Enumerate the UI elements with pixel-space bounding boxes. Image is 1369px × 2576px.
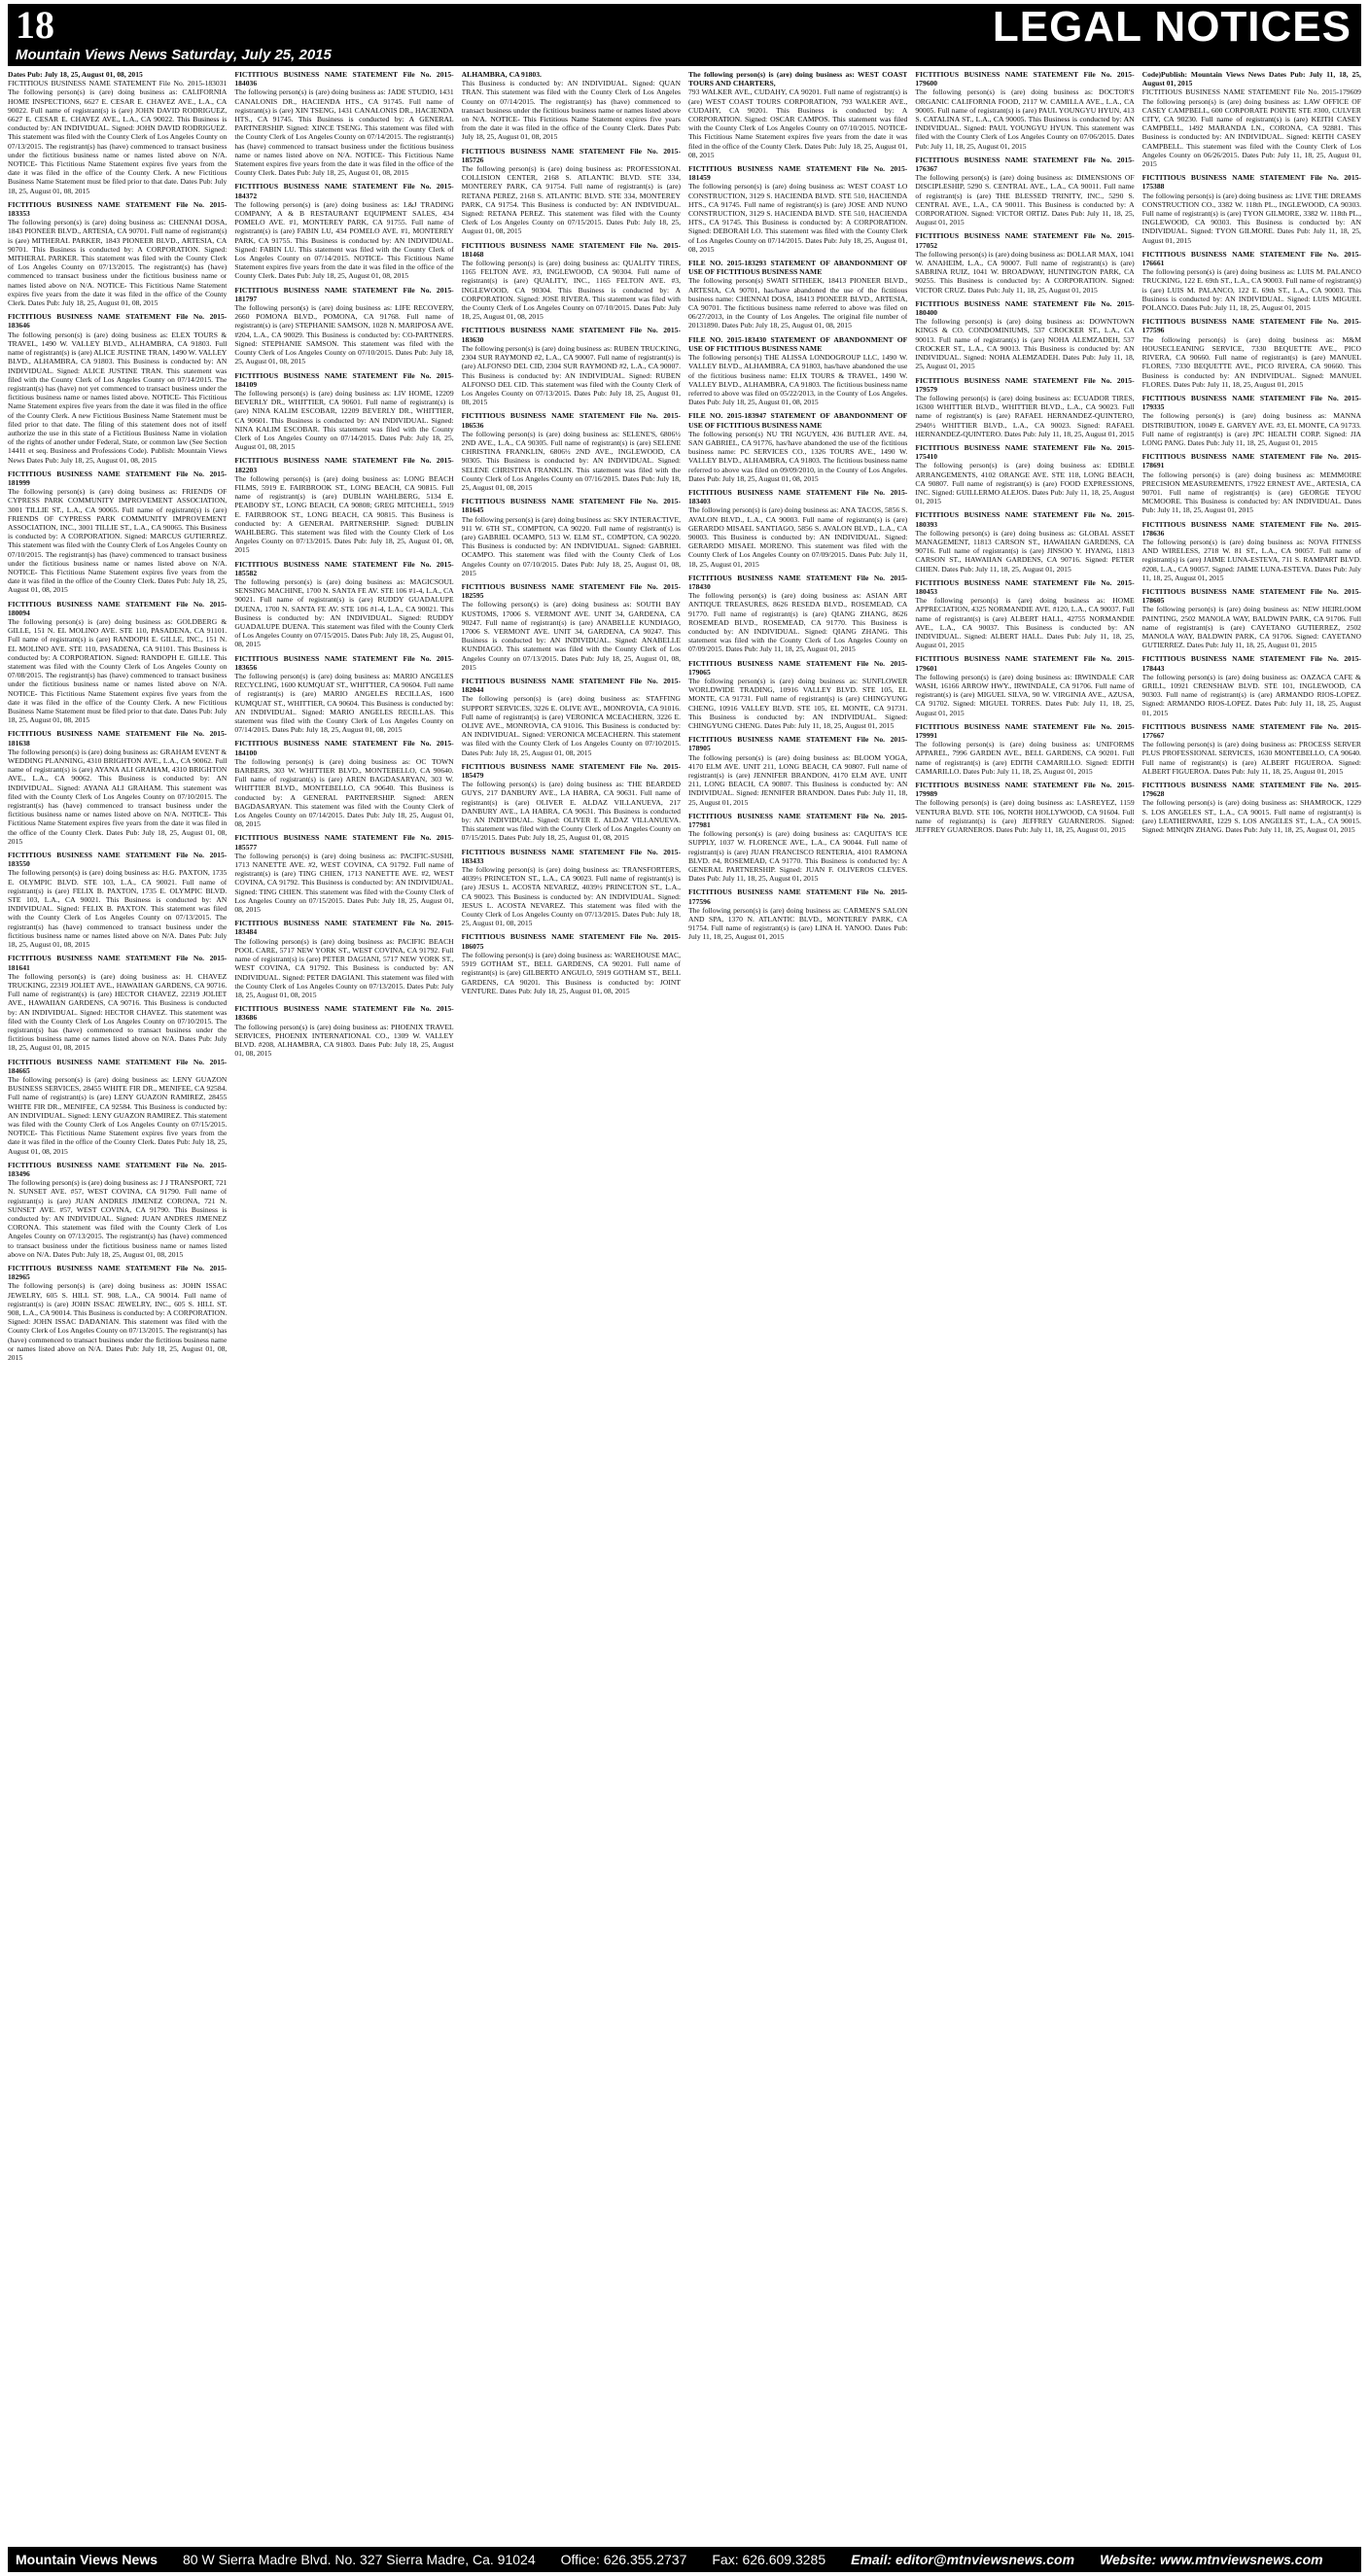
notice-column <box>1142 70 1361 2543</box>
notice-heading: FICTITIOUS BUSINESS NAME STATEMENT File No. 2015-177596 <box>687 888 908 906</box>
notice-body: The following person(s) is (are) doing business as: EDIBLE ARRANGEMENTS, 4102 ORANGE AVE. STE 118, LONG BEACH, CA 90807. Full name of registrant(s) is (are) FOOD EXPRESSIONS, INC. Signed: GUILLERMO ALEJOS. Dates Pub: July 11, 18, 25, August 01, 2015 <box>915 461 1135 506</box>
notice-body: The following person(s) is (are) doing business as: GOLDBERG & GILLE, 151 N. EL MOLINO AVE. STE 110, PASADENA, CA 91101. Full name of registrant(s) is (are) RANDOPH E. GILLE, INC., 151 N. EL MOLINO AVE. STE 110, PASADENA, CA 91101. This Business is conducted by: A CORPORATION. Signed: RANDOPH E. GILLE. This statement was filed with the County Clerk of Los Angeles County on 07/08/2015. The registrant(s) has (have) commenced to transact business under the fictitious business name or names listed above on N/A. NOTICE- This Fictitious Name Statement expires five years from the date it was filed in the office of the County Clerk. A new Fictitious Business Name Statement must be filed prior to that date. Dates Pub: July 18, 25, August 01, 08, 2015 <box>8 616 228 725</box>
notice-body: The following person(s) is (are) doing business as: SHAMROCK, 1229 S. LOS ANGELES ST., L.A., CA 90015. Full name of registrant(s) is (are) LEATHERWARE, 1229 S. LOS ANGELES ST., L.A., CA 90015. Signed: MINQIN ZHANG. Dates Pub: July 11, 18, 25, August 01, 2015 <box>1141 798 1361 835</box>
notice-columns <box>8 70 1361 2543</box>
notice-heading: FICTITIOUS BUSINESS NAME STATEMENT File No. 2015-183550 <box>8 851 228 869</box>
page-number: 18 <box>16 3 54 47</box>
legal-notice <box>688 659 907 731</box>
legal-notice <box>1142 394 1361 447</box>
legal-notice <box>234 654 453 735</box>
notice-body: The following person(s) is (are) doing business as: PACIFIC-SUSHI, 1713 NANETTE AVE. #2, WEST COVINA, CA 91792. Full name of registrant(s) is (are) TING CHIEN, 1713 NANETTE AVE. #2, WEST COVINA, CA 91792. This Business is conducted by: AN INDIVIDUAL. Signed: TING CHIEN. This statement was filed with the County Clerk of Los Angeles County on 07/15/2015. Dates Pub: July 18, 25, August 01, 08, 2015 <box>234 851 454 915</box>
notice-heading: FICTITIOUS BUSINESS NAME STATEMENT File No. 2015-184665 <box>8 1057 228 1075</box>
notice-heading: FILE NO. 2015-183947 STATEMENT OF ABANDONMENT OF USE OF FICTITIOUS BUSINESS NAME <box>687 411 908 430</box>
legal-notice <box>8 312 227 464</box>
notice-heading: FICTITIOUS BUSINESS NAME STATEMENT File No. 2015-178905 <box>687 735 908 753</box>
notice-heading: FICTITIOUS BUSINESS NAME STATEMENT File No. 2015-178636 <box>1141 519 1361 538</box>
footer-website: Website: www.mtnviewsnews.com <box>1100 2552 1323 2567</box>
notice-body: The following person(s) is (are) doing business as: MAGICSOUL SENSING MACHINE, 1700 N. SANTA FE AV. STE 106 #1-4, L.A., CA 90021. Full name of registrant(s) is (are) RUDDY GUADALUPE DUENA, 1700 N. SANTA FE AV. STE 106 #1-4, L.A., CA 90021. This Business is conducted by: AN INDIVIDUAL. Signed: RUDDY GUADALUPE DUENA. This statement was filed with the County Clerk of Los Angeles County on 07/15/2015. Dates Pub: July 18, 25, August 01, 08, 2015 <box>234 576 454 649</box>
legal-notice <box>915 510 1134 573</box>
notice-heading: FICTITIOUS BUSINESS NAME STATEMENT File No. 2015-185577 <box>234 833 454 852</box>
notice-body: The following person(s) is (are) doing business as: ELEX TOURS & TRAVEL, 1490 W. VALLEY BLVD., ALHAMBRA, CA 91803. Full name of registrant(s) is (are) ALICE JUSTINE TRAN, 1490 W. VALLEY BLVD., ALHAMBRA, CA 91803. This Business is conducted by: AN INDIVIDUAL. Signed: ALICE JUSTINE TRAN. This statement was filed with the County Clerk of Los Angeles County on 07/14/2015. The registrant(s) has (have) not yet commenced to transact business under the fictitious business name or names listed above. NOTICE- This Fictitious Name Statement expires five years from the date it was filed in the office of the County Clerk. A new Fictitious Business Name Statement must be filed prior to that date. The filing of this statement does not of itself authorize the use in this state of a Fictitious Business Name in violation of the rights of another under Federal, State, or common law (See Section 14411 et seq. Business and Professions Code). Publish: Mountain Views News Dates Pub: July 18, 25, August 01, 08, 2015 <box>8 330 228 465</box>
notice-column <box>688 70 907 2543</box>
notice-heading: FICTITIOUS BUSINESS NAME STATEMENT File No. 2015-177052 <box>915 231 1135 250</box>
notice-heading: FICTITIOUS BUSINESS NAME STATEMENT File No. 2015-180453 <box>915 577 1135 596</box>
legal-notice <box>1142 452 1361 514</box>
notice-heading: FICTITIOUS BUSINESS NAME STATEMENT File No. 2015-183433 <box>461 847 681 865</box>
notice-heading: FICTITIOUS BUSINESS NAME STATEMENT File No. 2015-181797 <box>234 285 454 303</box>
legal-notice <box>1142 70 1361 168</box>
legal-notice <box>234 456 453 554</box>
notice-heading: Code)Publish: Mountain Views News Dates Pub: July 11, 18, 25, August 01, 2015 <box>1141 70 1361 88</box>
notice-heading: FICTITIOUS BUSINESS NAME STATEMENT File No. 2015-186536 <box>461 411 681 430</box>
legal-notice <box>688 259 907 331</box>
legal-notice <box>8 200 227 307</box>
legal-notice <box>688 335 907 407</box>
notice-heading: FICTITIOUS BUSINESS NAME STATEMENT File No. 2015-184100 <box>234 739 454 757</box>
legal-notice <box>462 582 681 672</box>
notice-body: The following person(s) is (are) doing business as: WEST COAST LO CONSTRUCTION, 3129 S. HACIENDA BLVD. STE 510, HACIENDA HTS., CA 91745. Full name of registrant(s) is (are) JOSE AND NUNO CONSTRUCTION, 3129 S. HACIENDA BLVD. STE 510, HACIENDA HTS., CA 91745. This Business is conducted by: A CORPORATION. Signed: DEBORAH LO. This statement was filed with the County Clerk of Los Angeles County on 07/14/2015. Dates Pub: July 18, 25, August 01, 08, 2015 <box>687 182 908 254</box>
notice-body: The following person(s) is (are) doing business as: JADE STUDIO, 1431 CANALONIS DR., HACIENDA HTS., CA 91745. Full name of registrant(s) is (are) XIN TSENG, 1431 CANALONIS DR., HACIENDA HTS., CA 91745. This Business is conducted by: A GENERAL PARTNERSHIP. Signed: XINCE TSENG. This statement was filed with the County Clerk of Los Angeles County on 07/14/2015. The registrant(s) has (have) commenced to transact business under the fictitious business name or names listed above on N/A. NOTICE- This Fictitious Name Statement expires five years from the date it was filed in the office of the County Clerk. Dates Pub: July 18, 25, August 01, 08, 2015 <box>234 87 454 178</box>
legal-notice <box>234 70 453 177</box>
paper-dateline: Mountain Views News Saturday, July 25, 2015 <box>16 47 332 63</box>
notice-heading: FICTITIOUS BUSINESS NAME STATEMENT File No. 2015-184036 <box>234 70 454 88</box>
legal-notice <box>462 932 681 994</box>
notice-body: The following person(s) NU TRI NGUYEN, 436 BUTLER AVE. #4, SAN GABRIEL, CA 91776, has/have abandoned the use of the fictitious business name: PC SERVICES CO., 1326 TOURS AVE., 1490 W. VALLEY BLVD., ALHAMBRA, CA 91803. The fictitious business name referred to above was filed on 09/09/2010, in the County of Los Angeles. Dates Pub: July 18, 25, August 01, 08, 2015 <box>687 429 908 483</box>
footer-office-phone: Office: 626.355.2737 <box>560 2552 687 2567</box>
notice-heading: FICTITIOUS BUSINESS NAME STATEMENT File No. 2015-182044 <box>461 677 681 695</box>
notice-body: The following person(s) is (are) doing business as: CAQUITA'S ICE SUPPLY, 1037 W. FLORENCE AVE., L.A., CA 90044. Full name of registrant(s) is (are) JUAN FRANCISCO RENTERIA, 4101 RAMONA BLVD. #4, ROSEMEAD, CA 91770. This Business is conducted by: A GENERAL PARTNERSHIP. Signed: JUAN F. OLIVEROS CLEVES. Dates Pub: July 11, 18, 25, August 01, 2015 <box>687 829 908 884</box>
notice-body: The following person(s) is (are) doing business as: CHENNAI DOSA, 1843 PIONEER BLVD., ARTESIA, CA 90701. Full name of registrant(s) is (are) MITHERAL PARKER, 1843 PIONEER BLVD., ARTESIA, CA 90701. This Business is conducted by: A CORPORATION. Signed: MITHERAL PARKER. This statement was filed with the County Clerk of Los Angeles County on 07/13/2015. The registrant(s) has (have) commenced to transact business under the fictitious business name or names listed above on N/A. NOTICE- This Fictitious Name Statement expires five years from the date it was filed in the office of the County Clerk. Dates Pub: July 18, 25, August 01, 08, 2015 <box>8 218 228 308</box>
notice-body: The following person(s) is (are) doing business as: NOVA FITNESS AND WIRELESS, 2718 W. 81 ST., L.A., CA 90057. Full name of registrant(s) is (are) JAIME LUNA-ESTEVA, 711 S. RAMPART BLVD. #208, L.A., CA 90057. Signed: JAIME LUNA-ESTEVA. Dates Pub: July 11, 18, 25, August 01, 2015 <box>1141 537 1361 582</box>
notice-body: The following person(s) THE ALISSA LONDOGROUP LLC, 1490 W. VALLEY BLVD., ALHAMBRA, CA 91803, has/have abandoned the use of the fictitious business name: ELIX TOURS & TRAVEL, 1490 W. VALLEY BLVD., ALHAMBRA, CA 91803. The fictitious business name referred to above was filed on 05/22/2013, in the County of Los Angeles. Dates Pub: July 18, 25, August 01, 08, 2015 <box>687 353 908 407</box>
notice-heading: FICTITIOUS BUSINESS NAME STATEMENT File No. 2015-179065 <box>687 658 908 677</box>
legal-notice <box>8 70 227 195</box>
legal-notice <box>915 299 1134 371</box>
notice-body: The following person(s) is (are) doing business as: DOCTOR'S ORGANIC CALIFORNIA FOOD, 2117 W. CAMILLA AVE., L.A., CA 90005. Full name of registrant(s) is (are) PAUL YOUNGYU HYUN, 413 S. CATALINA ST., L.A., CA 90005. This Business is conducted by: AN INDIVIDUAL. Signed: PAUL YOUNGYU HYUN. This statement was filed with the County Clerk of Los Angeles County on 07/06/2015. Dates Pub: July 11, 18, 25, August 01, 2015 <box>915 87 1135 151</box>
legal-notice <box>915 231 1134 294</box>
notice-heading: FICTITIOUS BUSINESS NAME STATEMENT File No. 2015-181641 <box>8 954 228 972</box>
legal-notice <box>8 954 227 1052</box>
legal-notice <box>462 677 681 757</box>
legal-notice <box>462 241 681 322</box>
notice-body: The following person(s) is (are) doing business as: SOUTH BAY KUSTOMS, 17006 S. VERMONT AVE. UNIT 34, GARDENA, CA 90247. Full name of registrant(s) is (are) ANABELLE KUNDIAGO, 17006 S. VERMONT AVE. UNIT 34, GARDENA, CA 90247. This Business is conducted by: AN INDIVIDUAL. Signed: ANABELLE KUNDIAGO. This statement was filed with the County Clerk of Los Angeles County on 07/13/2015. Dates Pub: July 18, 25, August 01, 08, 2015 <box>461 600 681 672</box>
legal-notice <box>1142 317 1361 389</box>
notice-body: The following person(s) is (are) doing business as: PHOENIX TRAVEL SERVICES, PHOENIX INTERNATIONAL CO., 1309 W. VALLEY BLVD. #208, ALHAMBRA, CA 91803. Dates Pub: July 18, 25, August 01, 08, 2015 <box>234 1022 454 1059</box>
notice-body: The following person(s) is (are) doing business as: BLOOM YOGA, 4170 ELM AVE. UNIT 211, LONG BEACH, CA 90807. Full name of registrant(s) is (are) JENNIFER BRANDON, 4170 ELM AVE. UNIT 211, LONG BEACH, CA 90807. This Business is conducted by: AN INDIVIDUAL. Signed: JENNIFER BRANDON. Dates Pub: July 11, 18, 25, August 01, 2015 <box>687 752 908 807</box>
notice-column <box>915 70 1134 2543</box>
notice-body: The following person(s) is (are) doing business as: NEW HEIRLOOM PAINTING, 2502 MANOLA WAY, BALDWIN PARK, CA 91706. Full name of registrant(s) is (are) CAYETANO GUTIERREZ, 2502 MANOLA WAY, BALDWIN PARK, CA 91706. Signed: CAYETANO GUTIERREZ. Dates Pub: July 11, 18, 25, August 01, 2015 <box>1141 605 1361 650</box>
legal-notice <box>688 70 907 159</box>
notice-heading: FICTITIOUS BUSINESS NAME STATEMENT File No. 2015-178605 <box>1141 586 1361 606</box>
notice-heading: FICTITIOUS BUSINESS NAME STATEMENT File No. 2015-183353 <box>8 199 228 219</box>
legal-notice <box>462 326 681 406</box>
notice-body: The following person(s) is (are) doing business as: LASREYEZ, 1159 VENTURA BLVD. STE 106, NORTH HOLLYWOOD, CA 91604. Full name of registrant(s) is (are) JEFFREY GUARNEROS. Signed: JEFFREY GUARNEROS. Dates Pub: July 11, 18, 25, August 01, 2015 <box>915 798 1135 835</box>
notice-body: The following person(s) is (are) doing business as: SUNFLOWER WORLDWIDE TRADING, 10916 VALLEY BLVD. STE 105, EL MONTE, CA 91731. Full name of registrant(s) is (are) CHINGYUNG CHENG, 10916 VALLEY BLVD. STE 105, EL MONTE, CA 91731. This Business is conducted by: AN INDIVIDUAL. Signed: CHINGYUNG CHENG. Dates Pub: July 11, 18, 25, August 01, 2015 <box>687 677 908 731</box>
notice-heading: FICTITIOUS BUSINESS NAME STATEMENT File No. 2015-185479 <box>461 761 681 781</box>
notice-body: The following person(s) is (are) doing business as: LONG BEACH FILMS, 5919 E. FAIRBROOK ST., LONG BEACH, CA 90815. Full name of registrant(s) is (are) DUBLIN WAHLBERG, 5134 E. PEABODY ST., LONG BEACH, CA 90808; GREG MITCHELL, 5919 E. FAIRBROOK ST., LONG BEACH, CA 90815. This Business is conducted by: A GENERAL PARTNERSHIP. Signed: DUBLIN WAHLBERG. This statement was filed with the County Clerk of Los Angeles County on 07/13/2015. Dates Pub: July 18, 25, August 01, 08, 2015 <box>234 473 454 555</box>
notice-body: The following person(s) is (are) doing business as: RUBEN TRUCKING, 2304 SUR RAYMOND #2, L.A., CA 90007. Full name of registrant(s) is (are) ALFONSO DEL CID, 2304 SUR RAYMOND #2, L.A., CA 90007. This Business is conducted by: AN INDIVIDUAL. Signed: RUBEN ALFONSO DEL CID. This statement was filed with the County Clerk of Los Angeles County on 07/13/2015. Dates Pub: July 18, 25, August 01, 08, 2015 <box>461 343 681 407</box>
notice-heading: ALHAMBRA, CA 91803. <box>461 70 542 79</box>
notice-body: FICTITIOUS BUSINESS NAME STATEMENT File No. 2015-183031 The following person(s) is (are) doing business as: CALIFORNIA HOME INSPECTIONS, 6627 E. CESAR E. CHAVEZ AVE., L.A., CA 90022. Full name of registrant(s) is (are) JOHN DAVID RODRIGUEZ, 6627 E. CESAR E. CHAVEZ AVE., L.A., CA 90022. This Business is conducted by: AN INDIVIDUAL. Signed: JOHN DAVID RODRIGUEZ. This statement was filed with the County Clerk of Los Angeles County on 07/13/2015. The registrant(s) has (have) commenced to transact business under the fictitious business name or names listed above on N/A. NOTICE- This Fictitious Name Statement expires five years from the date it was filed in the office of the County Clerk. A new Fictitious Business Name Statement must be filed prior to that date. Dates Pub: July 18, 25, August 01, 08, 2015 <box>8 79 228 195</box>
notice-heading: FICTITIOUS BUSINESS NAME STATEMENT File No. 2015-179991 <box>915 721 1135 741</box>
legal-notice <box>915 70 1134 151</box>
notice-heading: FICTITIOUS BUSINESS NAME STATEMENT File No. 2015-183630 <box>461 326 681 344</box>
notice-body: The following person(s) is (are) doing business as: H. CHAVEZ TRUCKING, 22319 JOLIET AVE., HAWAIIAN GARDENS, CA 90716. Full name of registrant(s) is (are) HECTOR CHAVEZ, 22319 JOLIET AVE., HAWAIIAN GARDENS, CA 90716. This Business is conducted by: AN INDIVIDUAL. Signed: HECTOR CHAVEZ. This statement was filed with the County Clerk of Los Angeles County on 07/10/2015. The registrant(s) has (have) commenced to transact business under the fictitious business name or names listed above on N/A. Dates Pub: July 18, 25, August 01, 08, 2015 <box>8 971 228 1053</box>
notice-heading: FICTITIOUS BUSINESS NAME STATEMENT File No. 2015-178691 <box>1141 452 1361 470</box>
notice-heading: FICTITIOUS BUSINESS NAME STATEMENT File No. 2015-176367 <box>915 155 1135 174</box>
notice-heading: FILE NO. 2015-183430 STATEMENT OF ABANDONMENT OF USE OF FICTITIOUS BUSINESS NAME <box>687 334 908 353</box>
notice-heading: FICTITIOUS BUSINESS NAME STATEMENT File No. 2015-183686 <box>234 1004 454 1023</box>
notice-body: The following person(s) is (are) doing business as: ANA TACOS, 5856 S. AVALON BLVD., L.A., CA 90003. Full name of registrant(s) is (are) GERARDO MISAEL SANTIAGO, 5856 S. AVALON BLVD., L.A., CA 90003. This Business is conducted by: AN INDIVIDUAL. Signed: GERARDO MISAEL MORENO. This statement was filed with the County Clerk of Los Angeles County on 07/09/2015. Dates Pub: July 11, 18, 25, August 01, 2015 <box>687 505 908 569</box>
notice-heading: FICTITIOUS BUSINESS NAME STATEMENT File No. 2015-179600 <box>915 70 1135 88</box>
legal-notice <box>915 781 1134 834</box>
notice-body: The following person(s) is (are) doing business as: OAZACA CAFE & GRILL, 10921 CRENSHAW BLVD. STE 101, INGLEWOOD, CA 90303. Full name of registrant(s) is (are) ARMANDO RIOS-LOPEZ. Signed: ARMANDO RIOS-LOPEZ. Dates Pub: July 11, 18, 25, August 01, 2015 <box>1141 672 1361 717</box>
notice-body: FICTITIOUS BUSINESS NAME STATEMENT File No. 2015-179609 The following person(s) is (are) doing business as: LAW OFFICE OF CASEY CAMPBELL, 600 CORPORATE POINTE STE #300, CULVER CITY, CA 90230. Full name of registrant(s) is (are) KEITH CASEY CAMPBELL, 1492 MARANDA LN., CORONA, CA 92881. This Business is conducted by: AN INDIVIDUAL. Signed: KEITH CASEY CAMPBELL. This statement was filed with the County Clerk of Los Angeles County on 06/26/2015. Dates Pub: July 11, 18, 25, August 01, 2015 <box>1141 87 1361 169</box>
notice-heading: FICTITIOUS BUSINESS NAME STATEMENT File No. 2015-178443 <box>1141 654 1361 673</box>
legal-notice <box>688 735 907 807</box>
notice-body: The following person(s) is (are) doing business as: LUIS M. PALANCO TRUCKING, 122 E. 69th ST., L.A., CA 90003. Full name of registrant(s) is (are) LUIS M. PALANCO, 122 E. 69th ST., L.A., CA 90003. This Business is conducted by: AN INDIVIDUAL. Signed: LUIS MIGUEL POLANCO. Dates Pub: July 11, 18, 25, August 01, 2015 <box>1141 267 1361 313</box>
notice-heading: FICTITIOUS BUSINESS NAME STATEMENT File No. 2015-176661 <box>1141 249 1361 268</box>
section-title: LEGAL NOTICES <box>992 3 1351 51</box>
legal-notice <box>234 1004 453 1058</box>
notice-body: The following person(s) is (are) doing business as: LIVE THE DREAMS CONSTRUCTION CO., 3382 W. 118th PL., INGLEWOOD, CA 90303. Full name of registrant(s) is (are) TYON GILMORE, 3382 W. 118th PL., INGLEWOOD, CA 90303. This Business is conducted by: AN INDIVIDUAL. Signed: TYON GILMORE. Dates Pub: July 11, 18, 25, August 01, 2015 <box>1141 191 1361 245</box>
legal-notice <box>8 1264 227 1362</box>
footer-address: 80 W Sierra Madre Blvd. No. 327 Sierra Madre, Ca. 91024 <box>183 2552 536 2567</box>
legal-notice <box>8 851 227 949</box>
legal-notice <box>915 376 1134 438</box>
legal-notice <box>8 1161 227 1259</box>
legal-notice <box>688 574 907 654</box>
notice-heading: FICTITIOUS BUSINESS NAME STATEMENT File No. 2015-184109 <box>234 370 454 389</box>
notice-body: The following person(s) is (are) doing business as: M&M HOUSECLEANING SERVICE, 7330 BEQUETTE AVE., PICO RIVERA, CA 90660. Full name of registrant(s) is (are) MANUEL FLORES, 7330 BEQUETTE AVE., PICO RIVERA, CA 90660. This Business is conducted by: AN INDIVIDUAL. Signed: MANUEL FLORES. Dates Pub: July 11, 18, 25, August 01, 2015 <box>1141 334 1361 389</box>
legal-notice <box>462 848 681 928</box>
notice-body: 793 WALKER AVE., CUDAHY, CA 90201. Full name of registrant(s) is (are) WEST COAST TOURS CORPORATION, 793 WALKER AVE., CUDAHY, CA 90201. This Business is conducted by: A CORPORATION. Signed: OSCAR CAMPOS. This statement was filed with the County Clerk of Los Angeles County on 07/10/2015. NOTICE- This Fictitious Name Statement expires five years from the date it was filed in the office of the County Clerk. Dates Pub: July 18, 25, August 01, 08, 2015 <box>687 87 908 159</box>
notice-heading: FICTITIOUS BUSINESS NAME STATEMENT File No. 2015-183403 <box>687 487 908 506</box>
notice-heading: FICTITIOUS BUSINESS NAME STATEMENT File No. 2015-180393 <box>915 510 1135 529</box>
notice-body: The following person(s) is (are) doing business as: LIV HOME, 12209 BEVERLY DR., WHITTIER, CA 90601. Full name of registrant(s) is (are) NINA KALIM ESCOBAR, 12209 BEVERLY DR., WHITTIER, CA 90601. This Business is conducted by: AN INDIVIDUAL. Signed: NINA KALIM ESCOBAR. This statement was filed with the County Clerk of Los Angeles County on 07/14/2015. Dates Pub: July 18, 25, August 01, 08, 2015 <box>234 388 454 452</box>
legal-notice <box>1142 173 1361 245</box>
notice-heading: FICTITIOUS BUSINESS NAME STATEMENT File No. 2015-185726 <box>461 146 681 164</box>
notice-body: The following person(s) is (are) doing business as: IRWINDALE CAR WASH, 16166 ARROW HWY., IRWINDALE, CA 91706. Full name of registrant(s) is (are) MIGUEL SILVA, 90 W. VIRGINIA AVE., AZUSA, CA 91702. Signed: MIGUEL TORRES. Dates Pub: July 11, 18, 25, August 01, 2015 <box>915 672 1135 717</box>
notice-body: The following person(s) is (are) doing business as: PACIFIC BEACH POOL CARE, 5717 NEW YORK ST., WEST COVINA, CA 91792. Full name of registrant(s) is (are) PETER DAGIANI, 5717 NEW YORK ST., WEST COVINA, CA 91792. This Business is conducted by: AN INDIVIDUAL. Signed: PETER DAGIANI. This statement was filed with the County Clerk of Los Angeles County on 07/13/2015. Dates Pub: July 18, 25, August 01, 08, 2015 <box>234 936 454 999</box>
legal-notice <box>688 164 907 254</box>
notice-heading: Dates Pub: July 18, 25, August 01, 08, 2015 <box>8 70 143 79</box>
notice-body: The following person(s) is (are) doing business as: J J TRANSPORT, 721 N. SUNSET AVE. #57, WEST COVINA, CA 91790. Full name of registrant(s) is (are) JUAN ANDRES JIMENEZ CORONA, 721 N. SUNSET AVE. #57, WEST COVINA, CA 91790. This Business is conducted by: AN INDIVIDUAL. Signed: JUAN ANDRES JIMENEZ CORONA. This statement was filed with the County Clerk of Los Angeles County on 07/13/2015. The registrant(s) has (have) commenced to transact business under the fictitious business name or names listed above on N/A. Dates Pub: July 18, 25, August 01, 08, 2015 <box>8 1178 228 1259</box>
legal-notice <box>688 488 907 569</box>
legal-notice <box>915 654 1134 716</box>
footer-paper-name: Mountain Views News <box>16 2552 158 2567</box>
notice-heading: FICTITIOUS BUSINESS NAME STATEMENT File No. 2015-181638 <box>8 729 228 748</box>
notice-heading: FICTITIOUS BUSINESS NAME STATEMENT File No. 2015-183646 <box>8 312 228 331</box>
notice-body: The following person(s) is (are) doing business as: SKY INTERACTIVE, 911 W. 6TH ST., COMPTON, CA 90220. Full name of registrant(s) is (are) GABRIEL OCAMPO, 513 W. ELM ST., COMPTON, CA 90220. This Business is conducted by: AN INDIVIDUAL. Signed: GABRIEL OCAMPO. This statement was filed with the County Clerk of Los Angeles County on 07/10/2015. Dates Pub: July 18, 25, August 01, 08, 2015 <box>461 514 681 577</box>
legal-notice <box>1142 654 1361 716</box>
notice-column <box>8 70 227 2543</box>
notice-heading: FICTITIOUS BUSINESS NAME STATEMENT File No. 2015-179601 <box>915 654 1135 673</box>
legal-notice <box>8 600 227 725</box>
notice-body: The following person(s) is (are) doing business as: DIMENSIONS OF DISCIPLESHIP, 5290 S. CENTRAL AVE., L.A., CA 90011. Full name of registrant(s) is (are) THE BLESSED TRINITY, INC., 5290 S. CENTRAL AVE., L.A., CA 90011. This Business is conducted by: A CORPORATION. Signed: VICTOR ORTIZ. Dates Pub: July 11, 18, 25, August 01, 2015 <box>915 173 1135 227</box>
notice-heading: FICTITIOUS BUSINESS NAME STATEMENT File No. 2015-180400 <box>915 298 1135 318</box>
notice-heading: The following person(s) is (are) doing business as: WEST COAST TOURS AND CHARTERS, <box>687 70 908 88</box>
legal-notice <box>234 739 453 828</box>
notice-body: The following person(s) is (are) doing business as: GRAHAM EVENT & WEDDING PLANNING, 4310 BRIGHTON AVE., L.A., CA 90062. Full name of registrant(s) is (are) AYANA ALI GRAHAM, 4310 BRIGHTON AVE., L.A., CA 90062. This Business is conducted by: AN INDIVIDUAL. Signed: AYANA ALI GRAHAM. This statement was filed with the County Clerk of Los Angeles County on 07/10/2015. The registrant(s) has (have) commenced to transact business under the fictitious business name or names listed above on N/A. NOTICE- This Fictitious Name Statement expires five years from the date it was filed in the office of the County Clerk. Dates Pub: July 18, 25, August 01, 08, 2015 <box>8 747 228 846</box>
legal-notice <box>234 182 453 280</box>
notice-body: The following person(s) SWATI SITHEEK, 18413 PIONEER BLVD., ARTESIA, CA 90701, has/have abandoned the use of the fictitious business name: CHENNAI DOSA, 18413 PIONEER BLVD., ARTESIA, CA 90701. The fictitious business name referred to above was filed on 06/27/2013, in the County of Los Angeles. The original file number of 20131890. Dates Pub: July 18, 25, August 01, 08, 2015 <box>687 276 908 331</box>
notice-heading: FICTITIOUS BUSINESS NAME STATEMENT File No. 2015-177667 <box>1141 721 1361 741</box>
notice-heading: FICTITIOUS BUSINESS NAME STATEMENT File No. 2015-183496 <box>8 1160 228 1178</box>
legal-notice <box>1142 722 1361 776</box>
notice-heading: FICTITIOUS BUSINESS NAME STATEMENT File No. 2015-180094 <box>8 599 228 617</box>
notice-heading: FICTITIOUS BUSINESS NAME STATEMENT File No. 2015-175410 <box>915 442 1135 462</box>
legal-notice <box>1142 587 1361 649</box>
notice-body: The following person(s) is (are) doing business as: FRIENDS OF CYPRESS PARK COMMUNITY IMPROVEMENT ASSOCIATION, 3001 TILLIE ST., L.A., CA 90065. Full name of registrant(s) is (are) FRIENDS OF CYPRESS PARK COMMUNITY IMPROVEMENT ASSOCIATION, INC., 3001 TILLIE ST., L.A., CA 90065. This Business is conducted by: A CORPORATION. Signed: MARCUS GUTIERREZ. This statement was filed with the County Clerk of Los Angeles County on 07/10/2015. The registrant(s) has (have) commenced to transact business under the fictitious business name or names listed above on N/A. NOTICE- This Fictitious Name Statement expires five years from the date it was filed in the office of the County Clerk. Dates Pub: July 18, 25, August 01, 08, 2015 <box>8 487 228 595</box>
notice-body: This Business is conducted by: AN INDIVIDUAL. Signed: QUAN TRAN. This statement was filed with the County Clerk of Los Angeles County on 07/14/2015. The registrant(s) has (have) commenced to transact business under the fictitious business name or names listed above on N/A. NOTICE- This Fictitious Name Statement expires five years from the date it was filed in the office of the County Clerk. Dates Pub: July 18, 25, August 01, 08, 2015 <box>461 79 681 142</box>
notice-column <box>462 70 681 2543</box>
notice-body: The following person(s) is (are) doing business as: MEMMOIRE PRECISION MEASUREMENTS, 17922 ERNEST AVE., ARTESIA, CA 90701. Full name of registrant(s) is (are) GEORGE TEYOU MCMOORE. This Business is conducted by: AN INDIVIDUAL. Dates Pub: July 11, 18, 25, August 01, 2015 <box>1141 470 1361 515</box>
notice-body: The following person(s) is (are) doing business as: QUALITY TIRES, 1165 FELTON AVE. #3, INGLEWOOD, CA 90304. Full name of registrant(s) is (are) QUALITY, INC., 1165 FELTON AVE. #3, INGLEWOOD, CA 90304. This Business is conducted by: A CORPORATION. Signed: JOSE RIVERA. This statement was filed with the County Clerk of Los Angeles County on 07/10/2015. Dates Pub: July 18, 25, August 01, 08, 2015 <box>461 259 681 322</box>
legal-notice <box>1142 250 1361 312</box>
notice-heading: FICTITIOUS BUSINESS NAME STATEMENT File No. 2015-183484 <box>234 919 454 937</box>
notice-heading: FICTITIOUS BUSINESS NAME STATEMENT File No. 2015-181999 <box>8 469 228 487</box>
legal-notice <box>462 411 681 492</box>
legal-notice <box>688 812 907 884</box>
legal-notice <box>462 762 681 843</box>
notice-body: The following person(s) is (are) doing business as: SELENE'S, 6806½ 2ND AVE., L.A., CA 90305. Full name of registrant(s) is (are) SELENE CHRISTINA FRANKLIN, 6806½ 2ND AVE., INGLEWOOD, CA 90305. This Business is conducted by: AN INDIVIDUAL. Signed: SELENE CHRISTINA FRANKLIN. This statement was filed with the County Clerk of Los Angeles County on 07/16/2015. Dates Pub: July 18, 25, August 01, 08, 2015 <box>461 429 681 492</box>
legal-notice <box>234 371 453 452</box>
notice-heading: FICTITIOUS BUSINESS NAME STATEMENT File No. 2015-183656 <box>234 653 454 672</box>
notice-column <box>234 70 453 2543</box>
notice-body: The following person(s) is (are) doing business as: LENY GUAZON BUSINESS SERVICES, 28455 WHITE FIR DR., MENIFEE, CA 92584. Full name of registrant(s) is (are) LENY GUAZON RAMIREZ, 28455 WHITE FIR DR., MENIFEE, CA 92584. This Business is conducted by: AN INDIVIDUAL. Signed: LENY GUAZON RAMIREZ. This statement was filed with the County Clerk of Los Angeles County on 07/15/2015. NOTICE- This Fictitious Name Statement expires five years from the date it was filed in the office of the County Clerk. Dates Pub: July 18, 25, August 01, 08, 2015 <box>8 1074 228 1156</box>
notice-body: The following person(s) is (are) doing business as: PROFESSIONAL COLLISION CENTER, 2168 S. ATLANTIC BLVD. STE 334, MONTEREY PARK, CA 91754. Full name of registrant(s) is (are) RETANA PEREZ, 2168 S. ATLANTIC BLVD. STE 334, MONTEREY PARK, CA 91754. This Business is conducted by: AN INDIVIDUAL. Signed: RETANA PEREZ. This statement was filed with the County Clerk of Los Angeles County on 07/15/2015. Dates Pub: July 18, 25, August 01, 08, 2015 <box>461 164 681 236</box>
legal-notice <box>915 156 1134 227</box>
notice-heading: FICTITIOUS BUSINESS NAME STATEMENT File No. 2015-179989 <box>915 781 1135 799</box>
legal-notice <box>462 70 681 142</box>
notice-body: The following person(s) is (are) doing business as: MANNA DISTRIBUTION, 10049 E. GARVEY AVE. #3, EL MONTE, CA 91733. Full name of registrant(s) is (are) JPC HEALTH CORP. Signed: JIA LONG PANG. Dates Pub: July 11, 18, 25, August 01, 2015 <box>1141 411 1361 447</box>
legal-notice <box>1142 520 1361 582</box>
notice-body: The following person(s) is (are) doing business as: TRANSFORTERS, 4039½ PRINCETON ST., L.A., CA 90023. Full name of registrant(s) is (are) JESUS L. ACOSTA NEVAREZ, 4039½ PRINCETON ST., L.A., CA 90023. This Business is conducted by: AN INDIVIDUAL. Signed: JESUS L. ACOSTA NEVAREZ. This statement was filed with the County Clerk of Los Angeles County on 07/13/2015. Dates Pub: July 18, 25, August 01, 08, 2015 <box>461 865 681 928</box>
notice-body: The following person(s) is (are) doing business as: JOHN ISSAC JEWELRY, 605 S. HILL ST. 908, L.A., CA 90014. Full name of registrant(s) is (are) JOHN ISSAC JEWELRY, INC., 605 S. HILL ST. 908, L.A., CA 90014. This Business is conducted by: A CORPORATION. Signed: JOHN ISSAC DADANIAN. This statement was filed with the County Clerk of Los Angeles County on 07/13/2015. The registrant(s) has (have) commenced to transact business under the fictitious business name or names listed above on N/A. Dates Pub: July 18, 25, August 01, 08, 2015 <box>8 1281 228 1363</box>
notice-body: The following person(s) is (are) doing business as: DOWNTOWN KINGS & CO. CONDOMINIUMS, 537 CROCKER ST., L.A., CA 90013. Full name of registrant(s) is (are) NOHA ALEMZADEH, 537 CROCKER ST., L.A., CA 90013. This Business is conducted by: AN INDIVIDUAL. Signed: NOHA ALEMZADEH. Dates Pub: July 11, 18, 25, August 01, 2015 <box>915 317 1135 371</box>
notice-heading: FICTITIOUS BUSINESS NAME STATEMENT File No. 2015-181459 <box>687 164 908 183</box>
notice-heading: FICTITIOUS BUSINESS NAME STATEMENT File No. 2015-182965 <box>8 1264 228 1282</box>
footer-email: Email: editor@mtnviewsnews.com <box>851 2552 1075 2567</box>
notice-body: The following person(s) is (are) doing business as: THE BEARDED GUYS, 217 DANBURY AVE., LA HABRA, CA 90631. Full name of registrant(s) is (are) OLIVER E. ALDAZ VILLANUEVA, 217 DANBURY AVE., LA HABRA, CA 90631. This Business is conducted by: AN INDIVIDUAL. Signed: OLIVER E. ALDAZ VILLANUEVA. This statement was filed with the County Clerk of Los Angeles County on 07/15/2015. Dates Pub: July 18, 25, August 01, 08, 2015 <box>461 780 681 843</box>
notice-heading: FICTITIOUS BUSINESS NAME STATEMENT File No. 2015-181645 <box>461 497 681 515</box>
notice-body: The following person(s) is (are) doing business as: H.G. PAXTON, 1735 E. OLYMPIC BLVD. STE 103, L.A., CA 90021. Full name of registrant(s) is (are) FELIX B. PAXTON, 1735 E. OLYMPIC BLVD. STE 103, L.A., CA 90021. This Business is conducted by: AN INDIVIDUAL. Signed: FELIX B. PAXTON. This statement was filed with the County Clerk of Los Angeles County on 07/13/2015. The registrant(s) has (have) commenced to transact business under the fictitious business name or names listed above on N/A. Dates Pub: July 18, 25, August 01, 08, 2015 <box>8 868 228 950</box>
notice-body: The following person(s) is (are) doing business as: OC TOWN BARBERS, 303 W. WHITTIER BLVD., MONTEBELLO, CA 90640. Full name of registrant(s) is (are) AREN BAGDASARYAN, 303 W. WHITTIER BLVD., MONTEBELLO, CA 90640. This Business is conducted by: A GENERAL PARTNERSHIP. Signed: AREN BAGDASARYAN. This statement was filed with the County Clerk of Los Angeles County on 07/14/2015. Dates Pub: July 18, 25, August 01, 08, 2015 <box>234 756 454 829</box>
footer-fax: Fax: 626.609.3285 <box>712 2552 826 2567</box>
legal-notice <box>915 443 1134 505</box>
notice-heading: FICTITIOUS BUSINESS NAME STATEMENT File No. 2015-185582 <box>234 559 454 577</box>
legal-notice <box>8 729 227 846</box>
legal-notice <box>234 919 453 999</box>
legal-notice <box>1142 781 1361 834</box>
footer-bar <box>8 2547 1361 2572</box>
notice-heading: FICTITIOUS BUSINESS NAME STATEMENT File No. 2015-179579 <box>915 375 1135 394</box>
legal-notice <box>234 560 453 649</box>
legal-notice <box>234 286 453 366</box>
notice-body: The following person(s) is (are) doing business as: ECUADOR TIRES, 16300 WHITTIER BLVD., WHITTIER BLVD., L.A., CA 90023. Full name of registrant(s) is (are) RAFAEL HERNANDEZ-QUINTERO, 2940½ WHITTIER BLVD., L.A., CA 90023. Signed: RAFAEL HERNANDEZ-QUINTERO. Dates Pub: July 11, 18, 25, August 01, 2015 <box>915 393 1135 438</box>
notice-heading: FICTITIOUS BUSINESS NAME STATEMENT File No. 2015-177596 <box>1141 317 1361 335</box>
notice-body: The following person(s) is (are) doing business as: STAFFING SUPPORT SERVICES, 3226 E. OLIVE AVE., MONROVIA, CA 91016. Full name of registrant(s) is (are) VERONICA MCEACHERN, 3226 E. OLIVE AVE., MONROVIA, CA 91016. This Business is conducted by: AN INDIVIDUAL. Signed: VERONICA MCEACHERN. This statement was filed with the County Clerk of Los Angeles County on 07/10/2015. Dates Pub: July 18, 25, August 01, 08, 2015 <box>461 694 681 757</box>
notice-body: The following person(s) is (are) doing business as: HOME APPRECIATION, 4325 NORMANDIE AVE. #120, L.A., CA 90037. Full name of registrant(s) is (are) ALBERT HALL, 42755 NORMANDIE AVE., L.A., CA 90037. This Business is conducted by: AN INDIVIDUAL. Signed: ALBERT HALL. Dates Pub: July 11, 18, 25, August 01, 2015 <box>915 596 1135 650</box>
notice-body: The following person(s) is (are) doing business as: CARMEN'S SALON AND SPA, 1370 N. ATLANTIC BLVD., MONTEREY PARK, CA 91754. Full name of registrant(s) is (are) LINA H. YANOO. Dates Pub: July 11, 18, 25, August 01, 2015 <box>687 905 908 942</box>
notice-body: The following person(s) is (are) doing business as: GLOBAL ASSET MANAGEMENT, 11813 CARSON ST., HAWAIIAN GARDENS, CA 90716. Full name of registrant(s) is (are) JINSOO Y. HYANG, 11813 CARSON ST., HAWAIIAN GARDENS, CA 90716. Signed: PETER CHIEN. Dates Pub: July 11, 18, 25, August 01, 2015 <box>915 528 1135 574</box>
legal-notice <box>688 888 907 941</box>
notice-body: The following person(s) is (are) doing business as: PROCESS SERVER PLUS PROFESSIONAL SERVICES, 1630 MONTEBELLO, CA 90640. Full name of registrant(s) is (are) ALBERT FIGUEROA. Signed: ALBERT FIGUEROA. Dates Pub: July 11, 18, 25, August 01, 2015 <box>1141 740 1361 776</box>
legal-notice <box>462 497 681 577</box>
notice-body: The following person(s) is (are) doing business as: L&J TRADING COMPANY, A & B RESTAURANT EQUIPMENT SALES, 434 POMELO AVE. #1, MONTEREY PARK, CA 91755. Full name of registrant(s) is (are) FABIN LU, 434 POMELO AVE. #1, MONTEREY PARK, CA 91755. This Business is conducted by: AN INDIVIDUAL. Signed: FABIN LU. This statement was filed with the County Clerk of Los Angeles County on 07/14/2015. NOTICE- This Fictitious Name Statement expires five years from the date it was filed in the office of the County Clerk. Dates Pub: July 18, 25, August 01, 08, 2015 <box>234 199 454 281</box>
notice-heading: FICTITIOUS BUSINESS NAME STATEMENT File No. 2015-186075 <box>461 932 681 951</box>
legal-notice <box>8 1058 227 1156</box>
notice-heading: FICTITIOUS BUSINESS NAME STATEMENT File No. 2015-175388 <box>1141 173 1361 191</box>
notice-body: The following person(s) is (are) doing business as: UNIFORMS APPAREL, 7996 GARDEN AVE., BELL GARDENS, CA 90201. Full name of registrant(s) is (are) EDITH CAMARILLO. Signed: EDITH CAMARILLO. Dates Pub: July 11, 18, 25, August 01, 2015 <box>915 740 1135 776</box>
notice-heading: FICTITIOUS BUSINESS NAME STATEMENT File No. 2015-177981 <box>687 811 908 830</box>
notice-heading: FICTITIOUS BUSINESS NAME STATEMENT File No. 2015-178430 <box>687 573 908 591</box>
notice-body: The following person(s) is (are) doing business as: WAREHOUSE MAC, 5919 GOTHAM ST., BELL GARDENS, CA 90201. Full name of registrant(s) is (are) GILBERTO ANGULO, 5919 GOTHAM ST., BELL GARDENS, CA 90201. This Business is conducted by: JOINT VENTURE. Dates Pub: July 18, 25, August 01, 08, 2015 <box>461 950 681 995</box>
notice-heading: FICTITIOUS BUSINESS NAME STATEMENT File No. 2015-181468 <box>461 240 681 259</box>
notice-heading: FICTITIOUS BUSINESS NAME STATEMENT File No. 2015-182203 <box>234 456 454 474</box>
notice-body: The following person(s) is (are) doing business as: MARIO ANGELES RECYCLING, 1600 KUMQUAT ST., WHITTIER, CA 90604. Full name of registrant(s) is (are) MARIO ANGELES RECILLAS, 1600 KUMQUAT ST., WHITTIER, CA 90604. This Business is conducted by: AN INDIVIDUAL. Signed: MARIO ANGELES RECILLAS. This statement was filed with the County Clerk of Los Angeles County on 07/14/2015. Dates Pub: July 18, 25, August 01, 08, 2015 <box>234 672 454 735</box>
notice-heading: FICTITIOUS BUSINESS NAME STATEMENT File No. 2015-179335 <box>1141 393 1361 412</box>
notice-heading: FICTITIOUS BUSINESS NAME STATEMENT File No. 2015-179628 <box>1141 781 1361 799</box>
legal-notice <box>915 578 1134 650</box>
legal-notice <box>8 470 227 595</box>
legal-notice <box>915 722 1134 776</box>
notice-heading: FICTITIOUS BUSINESS NAME STATEMENT File No. 2015-184372 <box>234 182 454 200</box>
legal-notice <box>462 147 681 236</box>
notice-body: The following person(s) is (are) doing business as: DOLLAR MAX, 1041 W. ANAHEIM, L.A., CA 90007. Full name of registrant(s) is (are) SABRINA RUIZ, 1041 W. BROADWAY, HUNTINGTON PARK, CA 90255. This Business is conducted by: A CORPORATION. Signed: VICTOR CRUZ. Dates Pub: July 11, 18, 25, August 01, 2015 <box>915 249 1135 295</box>
masthead <box>8 4 1361 66</box>
legal-notice <box>688 411 907 483</box>
notice-body: The following person(s) is (are) doing business as: LIFE RECOVERY, 2660 POMONA BLVD., POMONA, CA 91768. Full name of registrant(s) is (are) STEPHANIE SAMSON, 1028 N. MARIPOSA AVE. #204, L.A., CA 90029. This Business is conducted by: CO-PARTNERS. Signed: STEPHANIE SAMSON. This statement was filed with the County Clerk of Los Angeles County on 07/10/2015. Dates Pub: July 18, 25, August 01, 08, 2015 <box>234 303 454 366</box>
notice-heading: FICTITIOUS BUSINESS NAME STATEMENT File No. 2015-182595 <box>461 581 681 601</box>
notice-heading: FILE NO. 2015-183293 STATEMENT OF ABANDONMENT OF USE OF FICTITIOUS BUSINESS NAME <box>687 259 908 277</box>
notice-body: The following person(s) is (are) doing business as: ASIAN ART ANTIQUE TREASURES, 8626 RESEDA BLVD., ROSEMEAD, CA 91770. Full name of registrant(s) is (are) QIANG ZHANG, 8626 ROSEMEAD BLVD., ROSEMEAD, CA 91770. This Business is conducted by: AN INDIVIDUAL. Signed: QIANG ZHANG. This statement was filed with the County Clerk of Los Angeles County on 07/09/2015. Dates Pub: July 11, 18, 25, August 01, 2015 <box>687 591 908 654</box>
legal-notice <box>234 833 453 914</box>
